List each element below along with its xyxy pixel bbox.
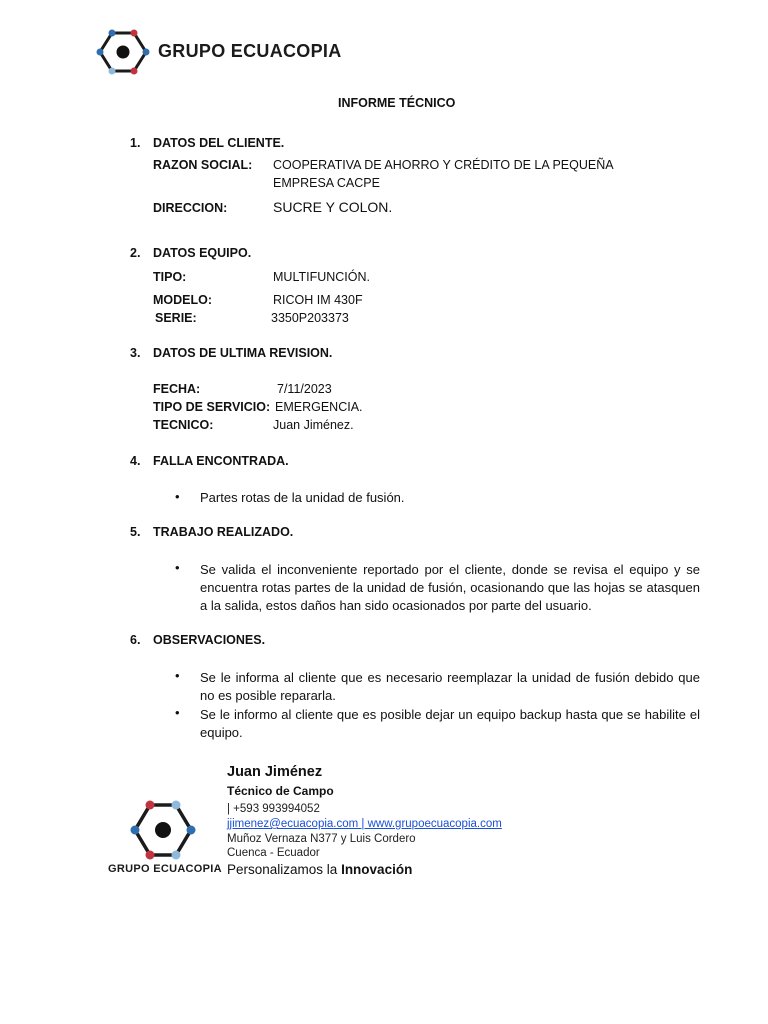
tecnico-label: TECNICO: — [153, 418, 214, 432]
tipo-servicio-label: TIPO DE SERVICIO: — [153, 400, 271, 414]
trabajo-item: Se valida el inconveniente reportado por el cliente, donde se revisa el equipo y se encuentra rotas partes de la unidad de fusión, ocasionando que las hojas se atasquen a la salida, estos daños han sido ocasionados por parte del usuario. — [200, 562, 700, 613]
section-3-title: DATOS DE ULTIMA REVISION. — [153, 346, 333, 360]
direccion-value: SUCRE Y COLON. — [273, 199, 393, 215]
modelo-value: RICOH IM 430F — [273, 293, 363, 307]
signature-slogan — [227, 862, 412, 877]
signature-logo-text: GRUPO ECUACOPIA — [108, 863, 222, 875]
signature-name: Juan Jiménez — [227, 764, 323, 780]
fecha-label: FECHA: — [153, 382, 201, 396]
signature-phone: | +593 993994052 — [227, 803, 320, 815]
section-6-number: 6. — [130, 633, 141, 647]
razon-social-label: RAZON SOCIAL: — [153, 158, 253, 172]
section-4-title: FALLA ENCONTRADA. — [153, 454, 289, 468]
section-2-number: 2. — [130, 246, 141, 260]
direccion-label: DIRECCION: — [153, 201, 228, 215]
falla-item: Partes rotas de la unidad de fusión. — [200, 490, 405, 505]
section-3-number: 3. — [130, 346, 141, 360]
bullet-icon: • — [175, 705, 180, 720]
document-title: INFORME TÉCNICO — [338, 96, 456, 110]
section-4-number: 4. — [130, 454, 141, 468]
tecnico-value: Juan Jiménez. — [273, 418, 354, 432]
section-5-number: 5. — [130, 525, 141, 539]
bullet-icon: • — [175, 560, 180, 575]
section-1-title: DATOS DEL CLIENTE. — [153, 136, 285, 150]
razon-social-value-line2: EMPRESA CACPE — [273, 176, 380, 190]
section-1-number: 1. — [130, 136, 141, 150]
tipo-servicio-value: EMERGENCIA. — [275, 400, 363, 414]
signature-address: Muñoz Vernaza N377 y Luis Cordero — [227, 833, 416, 845]
serie-label: SERIE: — [155, 311, 197, 325]
bullet-icon: • — [175, 668, 180, 683]
serie-value: 3350P203373 — [271, 311, 349, 325]
signature-role: Técnico de Campo — [227, 784, 334, 798]
modelo-label: MODELO: — [153, 293, 213, 307]
ecuacopia-logo-icon — [130, 800, 196, 860]
section-6-title: OBSERVACIONES. — [153, 633, 266, 647]
section-2-title: DATOS EQUIPO. — [153, 246, 252, 260]
fecha-value: 7/11/2023 — [277, 382, 332, 396]
bullet-icon: • — [175, 489, 180, 504]
observacion-item-2: Se le informo al cliente que es posible dejar un equipo backup hasta que se habilite el equipo. — [200, 707, 700, 740]
razon-social-value-line1: COOPERATIVA DE AHORRO Y CRÉDITO DE LA PEQUEÑA — [273, 158, 614, 172]
tipo-label: TIPO: — [153, 270, 187, 284]
tipo-value: MULTIFUNCIÓN. — [273, 270, 370, 284]
header-logo-text: GRUPO ECUACOPIA — [158, 41, 342, 61]
slogan-prefix: Personalizamos la — [227, 862, 342, 877]
observacion-item-1: Se le informa al cliente que es necesario reemplazar la unidad de fusión debido que no es posible repararla. — [200, 670, 700, 703]
section-5-title: TRABAJO REALIZADO. — [153, 525, 294, 539]
signature-email-web-link[interactable]: jjimenez@ecuacopia.com | www.grupoecuacopia.com — [227, 818, 502, 830]
signature-city: Cuenca - Ecuador — [227, 847, 320, 859]
ecuacopia-logo-icon — [96, 29, 150, 75]
slogan-bold: Innovación — [341, 862, 413, 877]
